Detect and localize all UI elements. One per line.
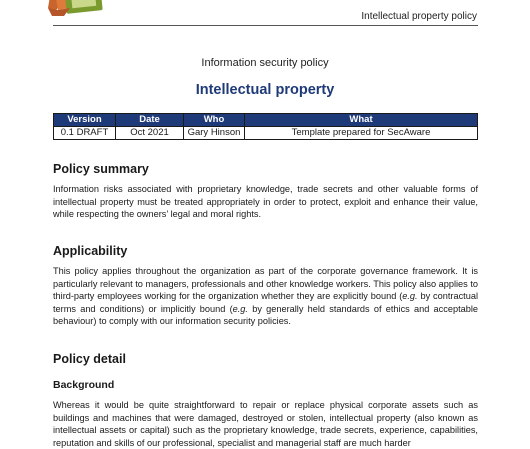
cell-date: Oct 2021 bbox=[116, 127, 184, 140]
company-logo bbox=[44, 0, 110, 22]
background-paragraph: Whereas it would be quite straightforward to repair or replace physical corporate assets such as buildings and machines that were damaged, destroyed or stolen, intellectual property (also known as intellectual assets or capital) such as the proprietary knowledge, trade secrets, experience, capabilities, reputation and skills of our professional, specialist and managerial staff are much harder bbox=[53, 400, 478, 448]
policy-type: Information security policy bbox=[201, 57, 329, 69]
summary-paragraph: Information risks associated with proprietary knowledge, trade secrets and other valuable forms of intellectual property must be treated appropriately in order to protect, exploit and enhance their value, while respecting the owners’ legal and moral rights. bbox=[53, 184, 478, 220]
section-heading-detail: Policy detail bbox=[53, 352, 126, 366]
column-header-date: Date bbox=[116, 114, 184, 127]
applicability-eg-2: e.g. bbox=[232, 303, 248, 314]
version-table bbox=[53, 113, 478, 140]
section-heading-summary: Policy summary bbox=[53, 162, 149, 176]
table-row bbox=[54, 127, 478, 140]
version-table-header bbox=[54, 114, 478, 127]
subheading-background: Background bbox=[53, 379, 115, 391]
column-header-what: What bbox=[245, 114, 478, 127]
cell-version: 0.1 DRAFT bbox=[54, 127, 116, 140]
cell-what: Template prepared for SecAware bbox=[245, 127, 478, 140]
header-divider bbox=[53, 25, 478, 26]
applicability-text-1: This policy applies throughout the organization as part of the corporate governance framework. It is particularly relevant to managers, professionals and other knowledge workers. This policy also applies to third-party employees working for the organization whether they are explicitly bound ( bbox=[53, 266, 478, 302]
applicability-paragraph bbox=[53, 265, 478, 328]
section-heading-applicability: Applicability bbox=[53, 244, 128, 258]
column-header-version: Version bbox=[54, 114, 116, 127]
applicability-text-2: by contractual terms and conditions) or implicitly bound ( bbox=[53, 291, 478, 314]
column-header-who: Who bbox=[184, 114, 245, 127]
applicability-text-3: by generally held standards of ethics and acceptable behaviour) to comply with our information security policies. bbox=[53, 303, 478, 327]
cell-who: Gary Hinson bbox=[184, 127, 245, 140]
running-header-title: Intellectual property policy bbox=[361, 11, 477, 22]
applicability-eg-1: e.g. bbox=[402, 291, 418, 302]
policy-title: Intellectual property bbox=[195, 82, 335, 98]
